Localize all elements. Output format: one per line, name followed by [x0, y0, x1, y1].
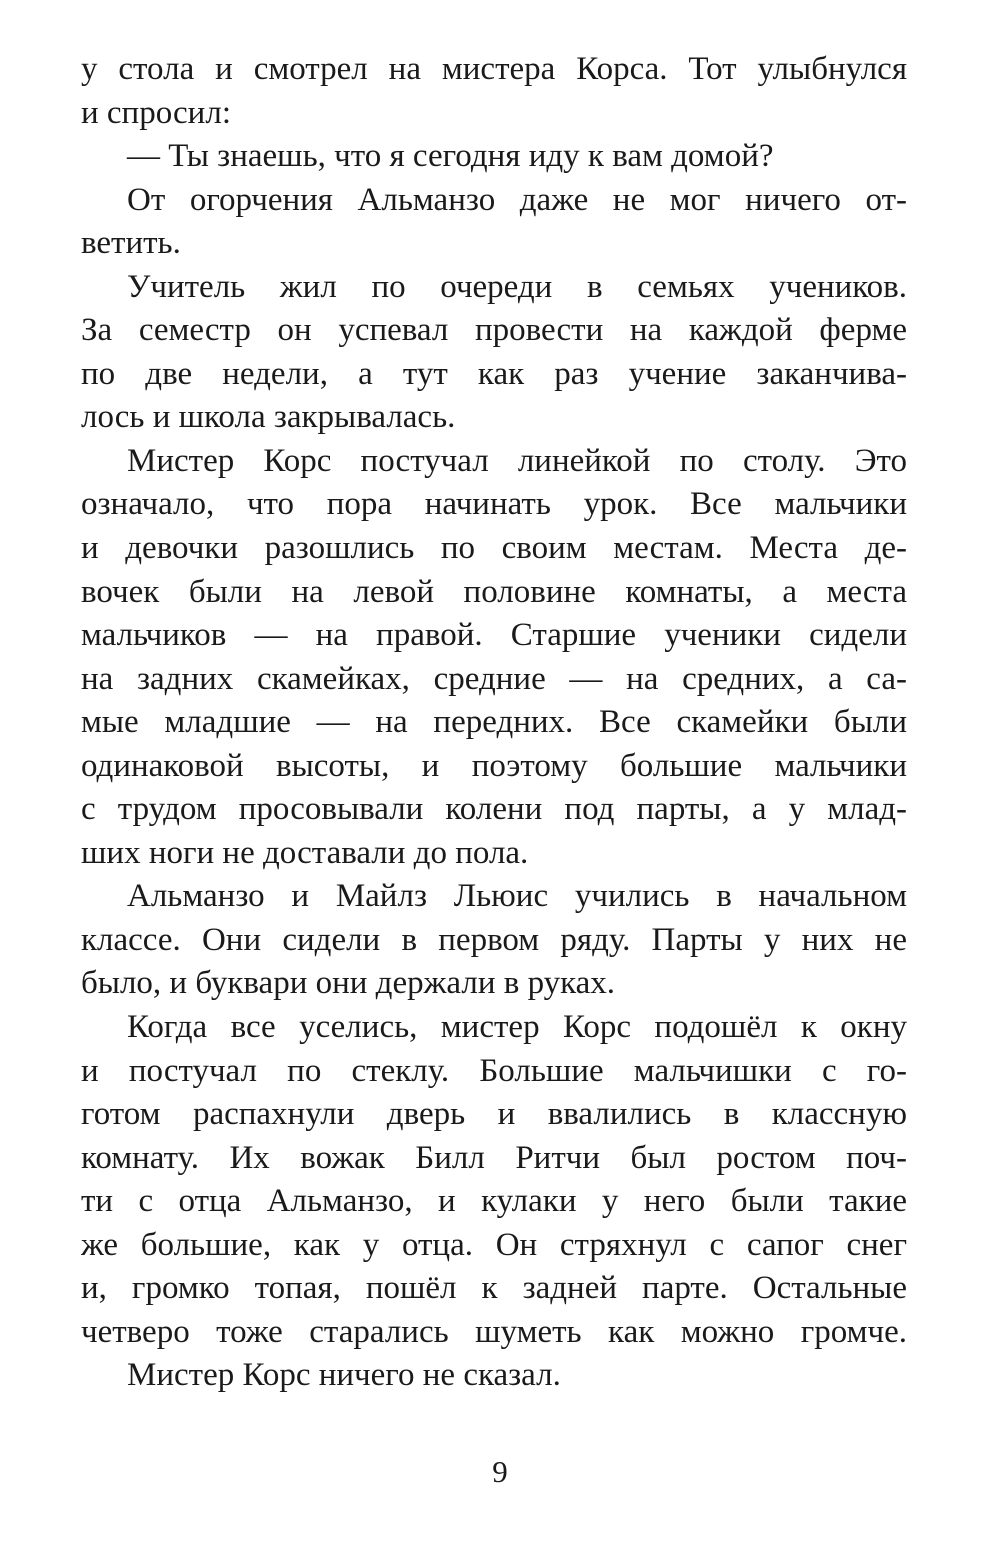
text-line: Альманзо и Майлз Льюис учились в начальном	[127, 878, 907, 915]
page-number: 9	[492, 1454, 508, 1489]
text-line: — Ты знаешь, что я сегодня иду к вам домой?	[127, 138, 774, 175]
body-text	[81, 48, 907, 1398]
text-line: готом распахнули дверь и ввалились в классную	[81, 1096, 907, 1133]
text-line: мальчиков — на правой. Старшие ученики сидели	[81, 617, 907, 654]
text-line: ветить.	[81, 225, 181, 262]
text-line: Мистер Корс ничего не сказал.	[127, 1357, 561, 1394]
text-line: у стола и смотрел на мистера Корса. Тот улыбнулся	[81, 51, 907, 87]
text-line: классе. Они сидели в первом ряду. Парты у них не	[81, 921, 907, 958]
text-line: лось и школа закрывалась.	[81, 399, 456, 436]
text-line: Учитель жил по очереди в семьях учеников.	[127, 268, 907, 305]
text-line: ших ноги не доставали до пола.	[81, 834, 529, 871]
text-line: От огорчения Альманзо даже не мог ничего от-	[127, 181, 907, 218]
text-line: Мистер Корс постучал линейкой по столу. Это	[127, 442, 907, 479]
text-line: ти с отца Альманзо, и кулаки у него были такие	[81, 1183, 907, 1220]
text-line: и спросил:	[81, 94, 231, 131]
text-line: было, и буквари они держали в руках.	[81, 965, 616, 1002]
text-line: с трудом просовывали колени под парты, а у млад-	[81, 791, 907, 828]
text-line: же большие, как у отца. Он стряхнул с сапог снег	[81, 1226, 907, 1263]
text-line: За семестр он успевал провести на каждой ферме	[81, 312, 907, 349]
text-line: означало, что пора начинать урок. Все мальчики	[81, 486, 907, 523]
text-line: на задних скамейках, средние — на средних, а са-	[81, 660, 907, 697]
text-line: четверо тоже старались шуметь как можно громче.	[81, 1313, 907, 1350]
text-line: одинаковой высоты, и поэтому большие мальчики	[81, 747, 907, 784]
text-line: комнату. Их вожак Билл Ритчи был ростом поч-	[81, 1139, 907, 1176]
text-line: по две недели, а тут как раз учение заканчива-	[81, 355, 907, 392]
text-line: Когда все уселись, мистер Корс подошёл к окну	[127, 1009, 907, 1046]
text-line: мые младшие — на передних. Все скамейки были	[81, 704, 907, 741]
text-line: и постучал по стеклу. Большие мальчишки с го-	[81, 1052, 907, 1089]
text-line: и, громко топая, пошёл к задней парте. Остальные	[81, 1270, 907, 1307]
text-line: и девочки разошлись по своим местам. Места де-	[81, 530, 907, 567]
text-line: вочек были на левой половине комнаты, а места	[81, 573, 907, 610]
